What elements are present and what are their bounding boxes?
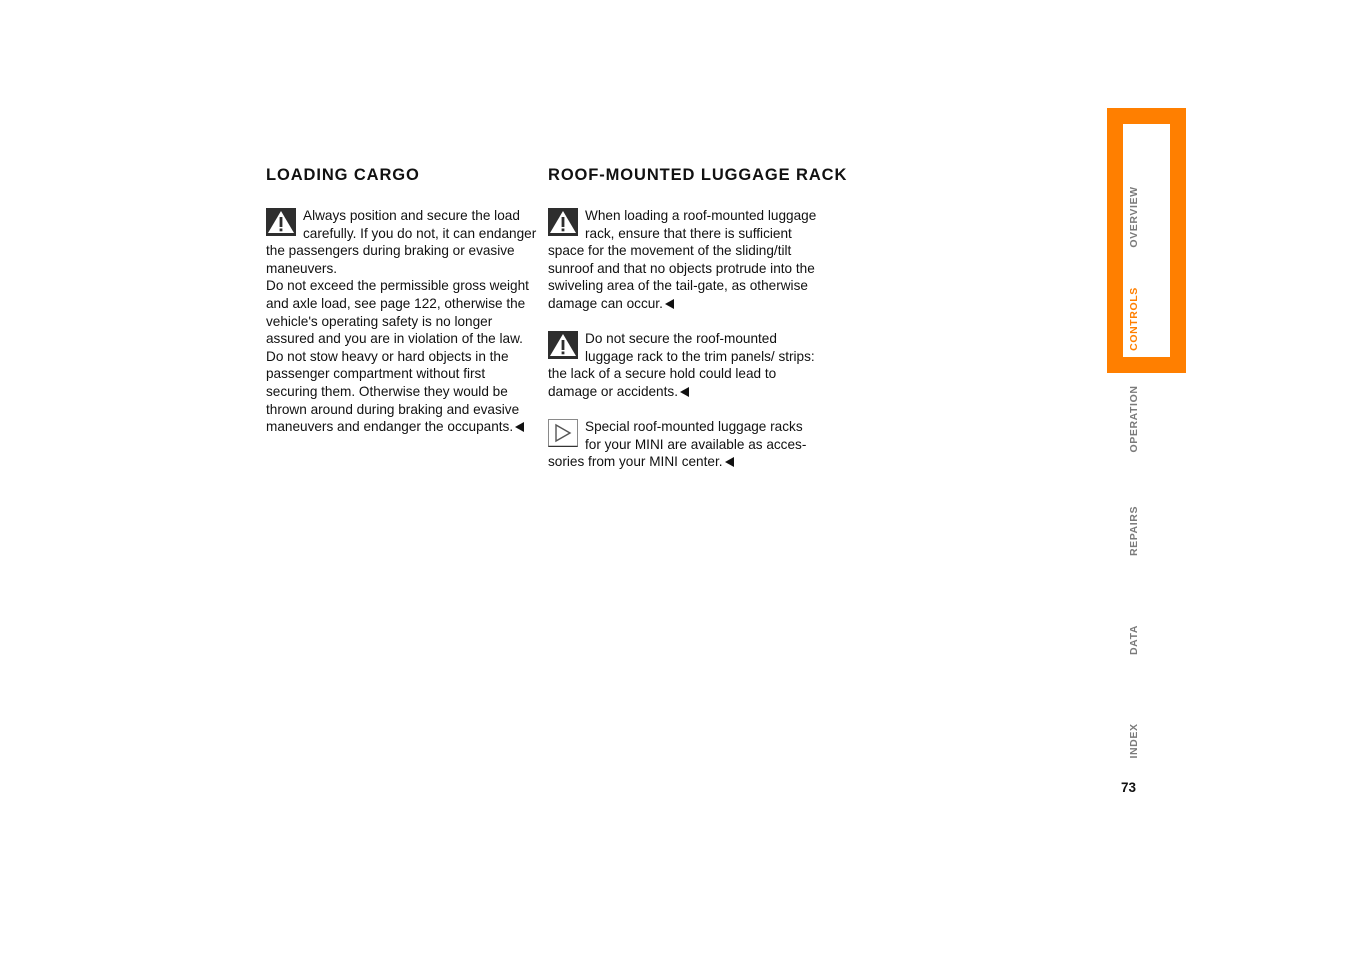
warning-text: Always position and secure the load carefully. If you do not, it can endanger the passengers during braking or evasive maneuvers.	[266, 208, 537, 276]
sidebar-item-index[interactable]: INDEX	[1128, 723, 1140, 759]
end-mark-icon	[680, 387, 689, 397]
loading-cargo-text	[266, 207, 538, 436]
end-mark-icon	[725, 457, 734, 467]
heading-loading-cargo: LOADING CARGO	[266, 166, 420, 184]
warning-icon	[548, 331, 578, 359]
roof-rack-warning-1	[548, 207, 820, 313]
stow-objects-paragraph: Do not stow heavy or hard objects in the passenger compartment without first securing them. Otherwise they would be thrown around during braking and evasive maneuvers and endanger the occupants.	[266, 348, 520, 435]
end-mark-icon	[665, 299, 674, 309]
sidebar-item-repairs[interactable]: REPAIRS	[1128, 505, 1140, 557]
roof-rack-warning-text-2: Do not secure the roof-mounted luggage rack to the trim panels/ strips: the lack of a secure hold could lead to damage or accidents.	[548, 331, 815, 399]
page-number: 73	[1121, 780, 1137, 795]
gross-weight-paragraph: Do not exceed the permissible gross weight and axle load, see page 122, otherwise the vehicle's operating safety is no longer assured and you are in violation of the law.	[266, 278, 529, 347]
roof-rack-warning-text-1: When loading a roof-mounted luggage rack, ensure that there is sufficient space for the movement of the sliding/tilt sunroof and that no objects protrude into the swiveling area of the tail-gate, as otherwise damage can occur.	[548, 208, 817, 311]
roof-rack-warning-2	[548, 330, 816, 400]
heading-roof-rack: ROOF-MOUNTED LUGGAGE RACK	[548, 166, 848, 184]
roof-rack-note-text: Special roof-mounted luggage racks for your MINI are available as acces-sories from your MINI center.	[548, 419, 807, 470]
warning-icon	[548, 208, 578, 236]
sidebar-item-controls[interactable]: CONTROLS	[1128, 287, 1140, 351]
sidebar-item-data[interactable]: DATA	[1128, 624, 1140, 656]
end-mark-icon	[515, 422, 524, 432]
warning-icon	[266, 208, 296, 236]
note-play-icon	[548, 419, 578, 447]
sidebar-item-operation[interactable]: OPERATION	[1128, 385, 1140, 453]
sidebar-item-overview[interactable]: OVERVIEW	[1128, 186, 1140, 248]
roof-rack-note	[548, 418, 816, 471]
